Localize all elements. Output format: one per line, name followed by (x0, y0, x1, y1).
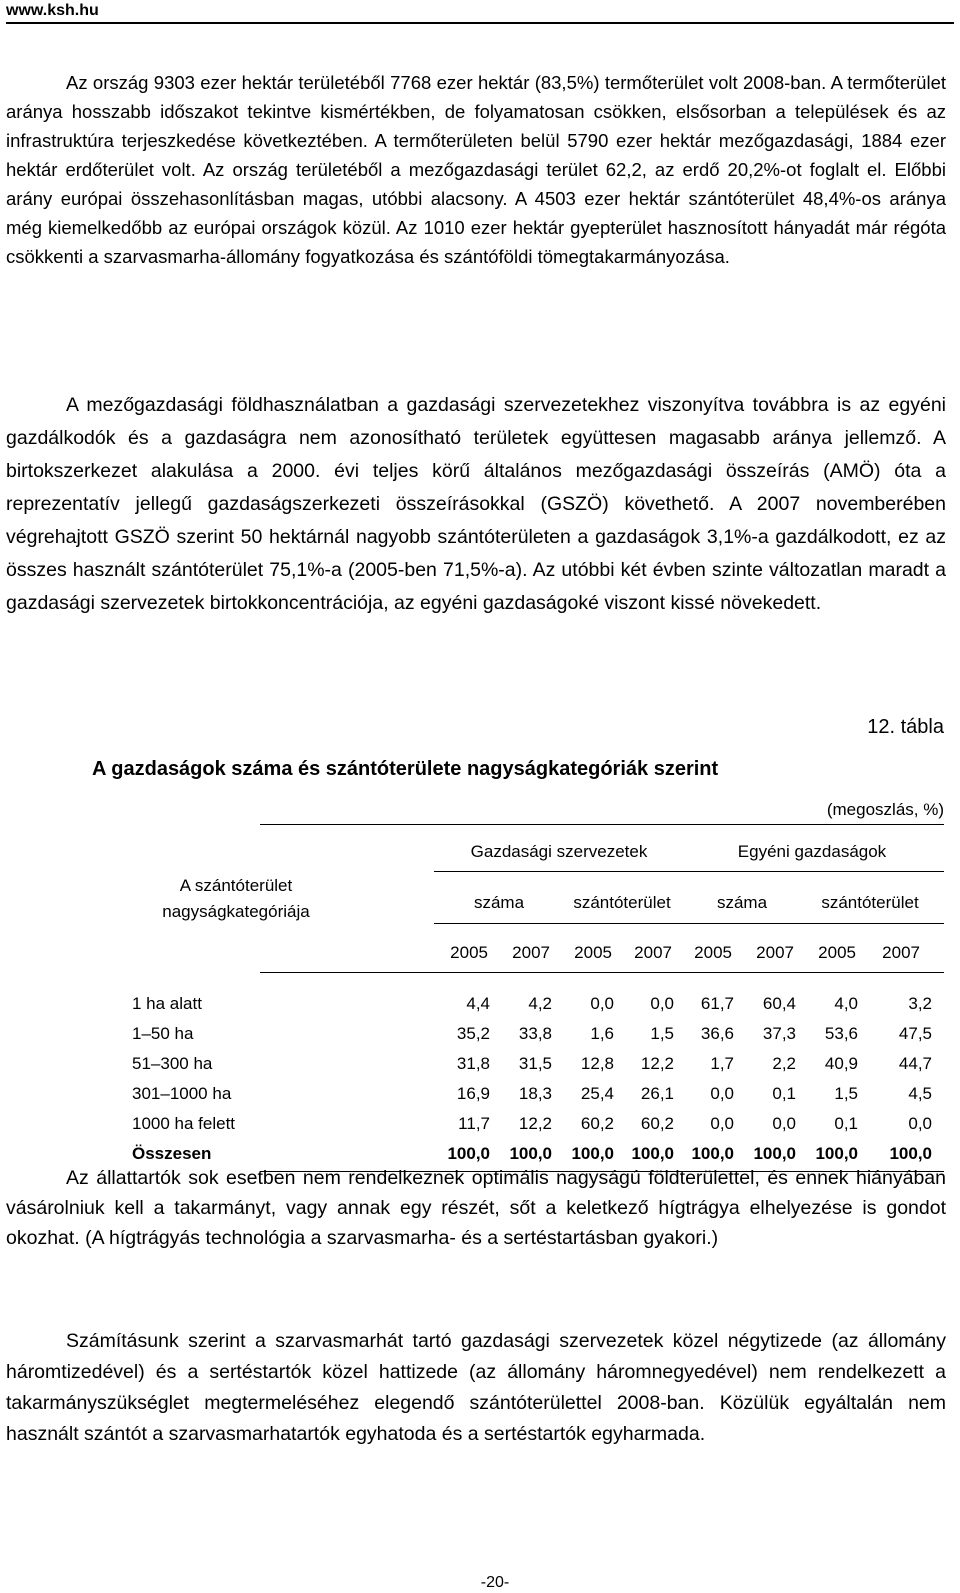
table-cell: 0,1 (772, 1084, 796, 1103)
table-unit: (megoszlás, %) (826, 800, 944, 819)
table-cell: 4,5 (908, 1084, 932, 1103)
table-cell: 0,0 (590, 994, 614, 1013)
table-cell: 61,7 (700, 994, 734, 1013)
row-label: Összesen (132, 1144, 212, 1163)
table-cell: 18,3 (518, 1084, 552, 1103)
table-cell: 100,0 (815, 1144, 858, 1163)
table-group-rule (434, 871, 944, 872)
table-cell: 100,0 (571, 1144, 614, 1163)
table-cell: 0,0 (710, 1084, 734, 1103)
table-cell: 1,5 (650, 1024, 674, 1043)
year-header: 2007 (882, 943, 920, 962)
sub-header-count-org: száma (473, 893, 525, 912)
table-cell: 0,0 (710, 1114, 734, 1133)
table-cell: 44,7 (898, 1054, 932, 1073)
page-number: -20- (480, 1574, 510, 1591)
paragraph-livestock: Az állattartók sok esetben nem rendelkeznek optimális nagyságú földterülettel, és ennek hiányában vásárolniuk kell a takarmányt, vagy annak egy részét, sőt a keletkező hígtrágya elhelyezése is gondot okozhat. (A hígtrágyás technológia a szarvasmarha- és a sertéstartásban gyakori.) (6, 1167, 946, 1249)
table-cell: 4,4 (466, 994, 490, 1013)
table-number: 12. tábla (867, 716, 944, 738)
table-cell: 3,2 (908, 994, 932, 1013)
table-sub-rule (434, 923, 944, 924)
table-cell: 1,7 (710, 1054, 734, 1073)
table-cell: 12,2 (518, 1114, 552, 1133)
year-header: 2005 (818, 943, 856, 962)
table-cell: 60,4 (762, 994, 796, 1013)
table-cell: 12,2 (640, 1054, 674, 1073)
stub-header-line1: A szántóterület (179, 876, 293, 895)
table-cell: 100,0 (447, 1144, 490, 1163)
row-label: 1000 ha felett (132, 1114, 236, 1133)
table-cell: 100,0 (631, 1144, 674, 1163)
paragraph-land-structure: A mezőgazdasági földhasználatban a gazdasági szervezetekhez viszonyítva továbbra is az egyéni gazdálkodók és a gazdaságra nem azonosítható területek együttesen magasabb aránya jellemző. A birtokszerkezet alakulása a 2000. évi teljes körű általános mezőgazdasági összeírás (AMÖ) óta a reprezentatív jellegű gazdaságszerkezeti összeírásokkal (GSZÖ) követhető. A 2007 novemberében végrehajtott GSZÖ szerint 50 hektárnál nagyobb szántóterületen a gazdaságok 3,1%-a gazdálkodott, ez az összes használt szántóterület 75,1%-a (2005-ben 71,5%-a). Az utóbbi két évben szinte változatlan maradt a gazdasági szervezetek birtokkoncentrációja, az egyéni gazdaságoké viszont kissé növekedett. (6, 394, 946, 614)
table-cell: 4,2 (528, 994, 552, 1013)
table-top-rule (260, 824, 944, 825)
row-label: 51–300 ha (132, 1054, 213, 1073)
table-cell: 40,9 (824, 1054, 858, 1073)
year-header: 2007 (512, 943, 550, 962)
table-title: A gazdaságok száma és szántóterülete nagyságkategóriák szerint (92, 758, 719, 780)
table-cell: 0,1 (834, 1114, 858, 1133)
sub-header-count-ind: száma (716, 893, 768, 912)
table-cell: 0,0 (908, 1114, 932, 1133)
table-cell: 1,6 (590, 1024, 614, 1043)
table-cell: 100,0 (691, 1144, 734, 1163)
table-header-rule (260, 972, 944, 973)
table-cell: 53,6 (824, 1024, 858, 1043)
table-cell: 11,7 (458, 1114, 490, 1133)
year-header: 2005 (450, 943, 488, 962)
table-cell: 4,0 (834, 994, 858, 1013)
table-cell: 12,8 (580, 1054, 614, 1073)
table-cell: 37,3 (762, 1024, 796, 1043)
table-cell: 36,6 (700, 1024, 734, 1043)
table-cell: 2,2 (772, 1054, 796, 1073)
table-cell: 31,8 (456, 1054, 490, 1073)
site-header[interactable]: www.ksh.hu (6, 2, 99, 19)
table-cell: 100,0 (753, 1144, 796, 1163)
paragraph-land-use: Az ország 9303 ezer hektár területéből 7768 ezer hektár (83,5%) termőterület volt 2008-ban. A termőterület aránya hosszabb időszakot tekintve kismértékben, de folyamatosan csökken, elsősorban a települések és az infrastruktúra terjeszkedése következtében. A termőterületen belül 5790 ezer hektár mezőgazdasági, 1884 ezer hektár erdőterület volt. Az ország területéből a mezőgazdasági terület 62,2, az erdő 20,2%-ot foglalt el. Előbbi arány európai összehasonlításban magas, utóbbi alacsony. A 4503 ezer hektár szántóterület 48,4%-os aránya még kiemelkedőbb az európai országok közül. Az 1010 ezer hektár gyepterület hasznosított hányadát már régóta csökkenti a szarvasmarha-állomány fogyatkozása és szántóföldi tömegtakarmányozása. (6, 72, 946, 267)
table-cell: 47,5 (898, 1024, 932, 1043)
year-header: 2007 (634, 943, 672, 962)
table-cell: 25,4 (580, 1084, 614, 1103)
group-header-individual: Egyéni gazdaságok (737, 842, 887, 861)
group-header-organizations: Gazdasági szervezetek (470, 842, 648, 861)
table-cell: 31,5 (518, 1054, 552, 1073)
row-label: 301–1000 ha (132, 1084, 232, 1103)
table-cell: 60,2 (640, 1114, 674, 1133)
table-cell: 100,0 (509, 1144, 552, 1163)
year-header: 2005 (574, 943, 612, 962)
table-cell: 33,8 (518, 1024, 552, 1043)
table-cell: 0,0 (772, 1114, 796, 1133)
sub-header-area-ind: szántóterület (821, 893, 919, 912)
table-cell: 35,2 (456, 1024, 490, 1043)
year-header: 2007 (756, 943, 794, 962)
table-cell: 26,1 (640, 1084, 674, 1103)
table-cell: 16,9 (456, 1084, 490, 1103)
sub-header-area-org: szántóterület (573, 893, 671, 912)
year-header: 2005 (694, 943, 732, 962)
row-label: 1 ha alatt (132, 994, 202, 1013)
table-cell: 1,5 (834, 1084, 858, 1103)
stub-header-line2: nagyságkategóriája (162, 902, 310, 921)
paragraph-calculation: Számításunk szerint a szarvasmarhát tartó gazdasági szervezetek közel négytizede (az állomány háromtizedével) és a sertéstartók közel hattizede (az állomány háromnegyedével) nem rendelkezett a takarmányszükséglet megtermeléséhez elegendő szántóterülettel 2008-ban. Közülük egyáltalán nem használt szántót a szarvasmarhatartók egyhatoda és a sertéstartók egyharmada. (6, 1330, 946, 1445)
table-cell: 60,2 (580, 1114, 614, 1133)
header-divider (6, 22, 954, 24)
table-cell: 0,0 (650, 994, 674, 1013)
row-label: 1–50 ha (132, 1024, 194, 1043)
table-cell: 100,0 (889, 1144, 932, 1163)
